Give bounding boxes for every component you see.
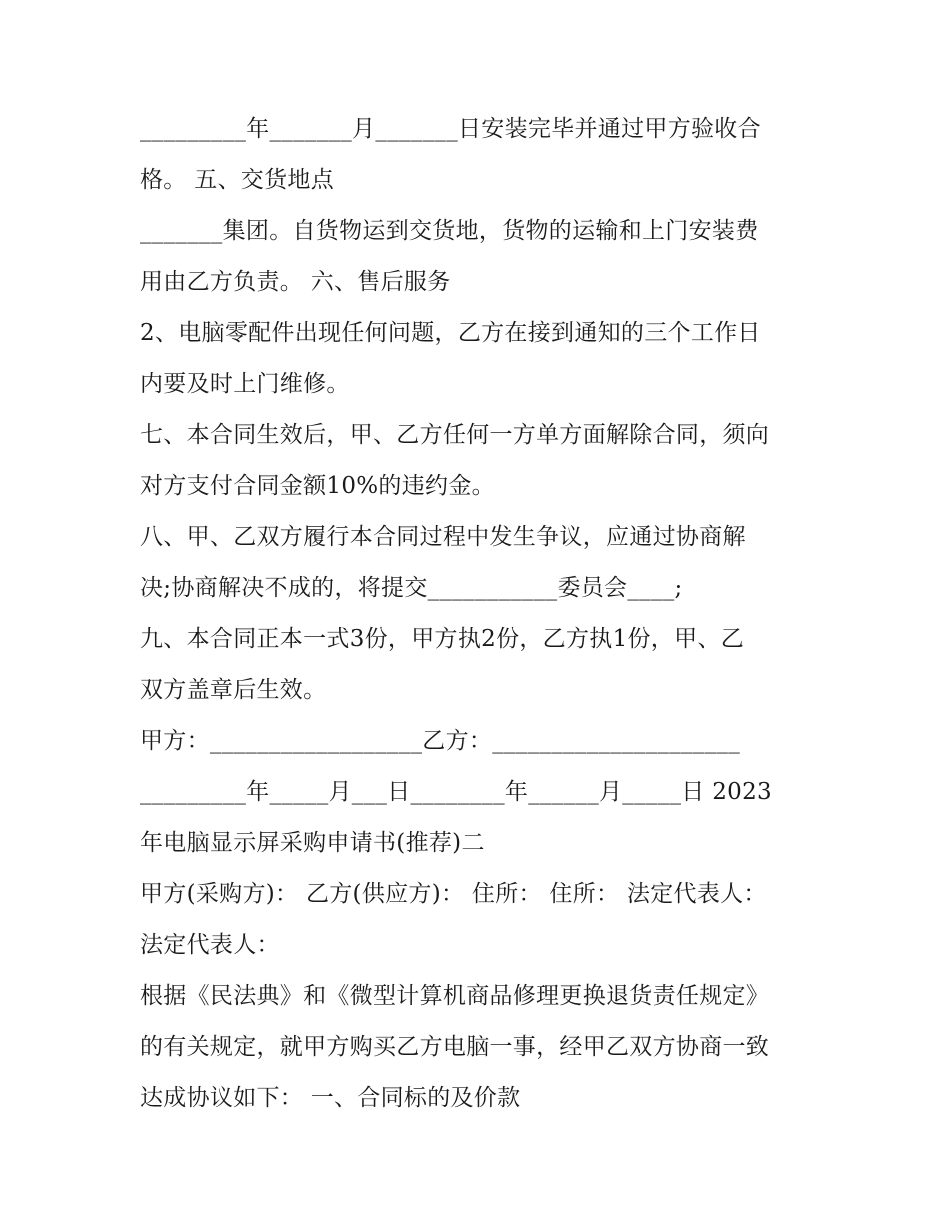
text-line: 决;协商解决不成的，将提交___________委员会____;	[140, 575, 683, 601]
text-line: 内要及时上门维修。	[140, 371, 350, 397]
text-line: 甲方(采购方)： 乙方(供应方)： 住所： 住所： 法定代表人：	[140, 881, 767, 907]
text-line: 双方盖章后生效。	[140, 677, 327, 703]
text-line: 八、甲、乙双方履行本合同过程中发生争议，应通过协商解	[140, 524, 746, 550]
text-line: 根据《民法典》和《微型计算机商品修理更换退货责任规定》	[140, 983, 770, 1009]
date-line: _________年_____月___日________年______月_____日 2023	[140, 779, 772, 805]
text-line: 格。 五、交货地点	[140, 167, 335, 193]
section-title: 年电脑显示屏采购申请书(推荐)二	[140, 830, 485, 856]
text-line: 对方支付合同金额10%的违约金。	[140, 473, 495, 499]
text-line: _______集团。自货物运到交货地，货物的运输和上门安装费	[140, 218, 759, 244]
text-line: 九、本合同正本一式3份，甲方执2份，乙方执1份，甲、乙	[140, 626, 744, 652]
signature-line: 甲方：__________________乙方：_____________________	[140, 728, 740, 754]
text-line: _________年_______月_______日安装完毕并通过甲方验收合	[140, 116, 761, 142]
text-line: 达成协议如下： 一、合同标的及价款	[140, 1085, 521, 1111]
text-line: 法定代表人：	[140, 932, 280, 958]
text-line: 七、本合同生效后，甲、乙方任何一方单方面解除合同，须向	[140, 422, 770, 448]
text-line: 用由乙方负责。 六、售后服务	[140, 269, 451, 295]
text-line: 2、电脑零配件出现任何问题，乙方在接到通知的三个工作日	[140, 320, 761, 346]
text-line: 的有关规定，就甲方购买乙方电脑一事，经甲乙双方协商一致	[140, 1034, 770, 1060]
